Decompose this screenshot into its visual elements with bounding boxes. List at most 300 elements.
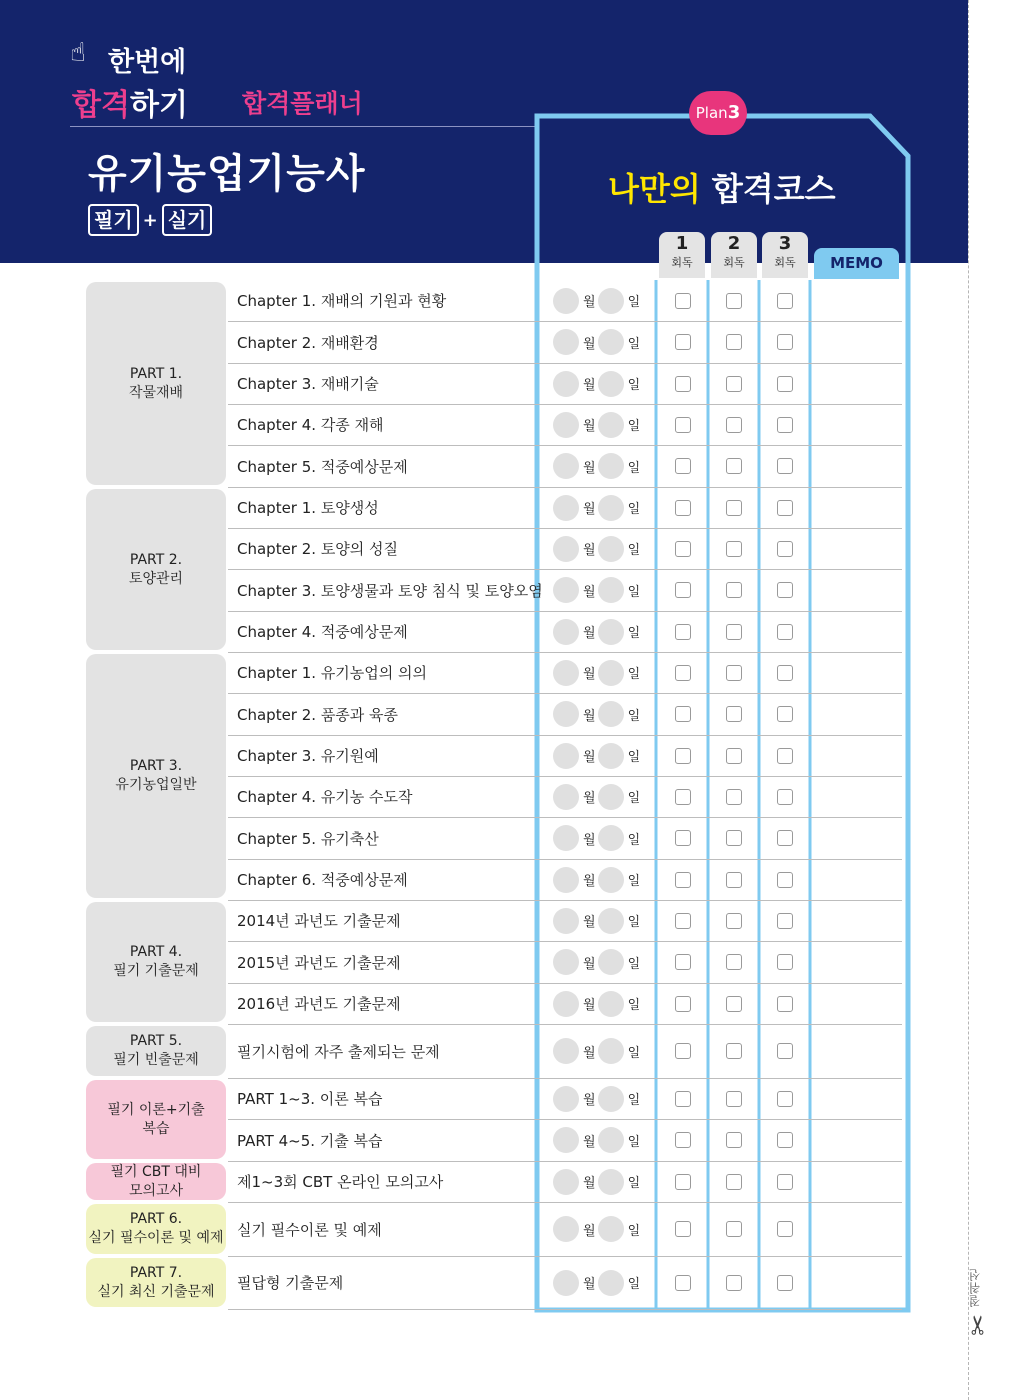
day-label: 일	[627, 584, 641, 600]
round3-checkbox[interactable]	[777, 789, 793, 805]
day-input[interactable]	[598, 784, 624, 810]
month-input[interactable]	[553, 660, 579, 686]
month-label: 월	[583, 378, 596, 394]
round2-label: 회독	[723, 256, 745, 269]
date-field[interactable]	[553, 860, 642, 900]
memo-cell[interactable]	[813, 570, 898, 611]
memo-cell[interactable]	[813, 653, 898, 693]
round1-checkbox[interactable]	[675, 706, 691, 722]
round3-checkbox[interactable]	[777, 1174, 793, 1190]
memo-cell[interactable]	[813, 322, 898, 363]
round2-checkbox[interactable]	[726, 417, 742, 433]
logo-line2-highlight: 합격	[72, 88, 130, 123]
round1-checkbox[interactable]	[675, 1174, 691, 1190]
month-label: 월	[583, 1093, 596, 1109]
month-input[interactable]	[553, 453, 579, 479]
date-field[interactable]	[553, 694, 642, 735]
day-input[interactable]	[598, 1038, 624, 1064]
part-label	[86, 1163, 226, 1200]
month-label: 월	[583, 419, 596, 435]
date-field[interactable]	[553, 446, 642, 487]
round3-checkbox[interactable]	[777, 830, 793, 846]
round2-checkbox[interactable]	[726, 624, 742, 640]
day-label: 일	[627, 956, 641, 972]
day-input[interactable]	[598, 1169, 624, 1195]
memo-cell[interactable]	[813, 281, 898, 321]
date-field[interactable]	[553, 1203, 642, 1256]
part-line1: PART 5.	[129, 1033, 183, 1049]
day-label: 일	[627, 1093, 641, 1109]
date-field[interactable]	[553, 1120, 642, 1161]
round3-checkbox[interactable]	[777, 1275, 793, 1291]
round1-checkbox[interactable]	[675, 293, 691, 309]
chapter-label: Chapter 1. 유기농업의 의의	[237, 664, 428, 683]
chapter-label: Chapter 1. 재배의 기원과 현황	[237, 292, 447, 311]
date-field[interactable]	[553, 942, 642, 983]
date-field[interactable]	[553, 612, 642, 652]
date-field[interactable]	[553, 405, 642, 445]
day-input[interactable]	[598, 371, 624, 397]
round2-checkbox[interactable]	[726, 458, 742, 474]
day-input[interactable]	[598, 412, 624, 438]
round2-checkbox[interactable]	[726, 789, 742, 805]
chapter-label: 제1~3회 CBT 온라인 모의고사	[237, 1173, 444, 1192]
chapter-label: Chapter 5. 유기축산	[237, 829, 379, 848]
chapter-label: Chapter 2. 품종과 육종	[237, 705, 399, 724]
plan-label: Plan	[695, 104, 728, 122]
round2-checkbox[interactable]	[726, 293, 742, 309]
memo-cell[interactable]	[813, 818, 898, 859]
round3-number: 3	[778, 233, 792, 254]
month-input[interactable]	[553, 1086, 579, 1112]
table-row	[228, 405, 902, 446]
month-label: 월	[583, 750, 596, 766]
table-row	[228, 1162, 902, 1203]
round3-header	[762, 232, 808, 278]
day-label: 일	[627, 543, 641, 559]
month-label: 월	[583, 915, 596, 931]
day-input[interactable]	[598, 701, 624, 727]
round2-checkbox[interactable]	[726, 872, 742, 888]
round2-checkbox[interactable]	[726, 706, 742, 722]
memo-cell[interactable]	[813, 488, 898, 528]
round3-checkbox[interactable]	[777, 1043, 793, 1059]
month-input[interactable]	[553, 867, 579, 893]
month-input[interactable]	[553, 288, 579, 314]
month-label: 월	[583, 791, 596, 807]
month-input[interactable]	[553, 1216, 579, 1242]
table-row	[228, 322, 902, 364]
memo-cell[interactable]	[813, 984, 898, 1024]
month-input[interactable]	[553, 577, 579, 603]
round1-checkbox[interactable]	[675, 1221, 691, 1237]
chapter-label: Chapter 2. 재배환경	[237, 333, 379, 352]
chapter-label: 2014년 과년도 기출문제	[237, 912, 401, 931]
round3-checkbox[interactable]	[777, 541, 793, 557]
round3-checkbox[interactable]	[777, 996, 793, 1012]
memo-cell[interactable]	[813, 942, 898, 983]
memo-cell[interactable]	[813, 364, 898, 404]
round1-checkbox[interactable]	[675, 748, 691, 764]
date-field[interactable]	[553, 570, 642, 611]
round3-checkbox[interactable]	[777, 1091, 793, 1107]
day-label: 일	[627, 874, 641, 890]
round2-checkbox[interactable]	[726, 541, 742, 557]
month-label: 월	[583, 956, 596, 972]
round3-checkbox[interactable]	[777, 913, 793, 929]
day-label: 일	[627, 832, 641, 848]
round2-checkbox[interactable]	[726, 500, 742, 516]
memo-cell[interactable]	[813, 529, 898, 569]
round1-checkbox[interactable]	[675, 1132, 691, 1148]
table-row	[228, 488, 902, 529]
course-highlight: 나만의	[608, 170, 701, 208]
table-row	[228, 1025, 902, 1079]
month-input[interactable]	[553, 371, 579, 397]
date-field[interactable]	[553, 364, 642, 404]
round3-label: 회독	[774, 256, 796, 269]
date-field[interactable]	[553, 777, 642, 817]
chapter-label: Chapter 4. 적중예상문제	[237, 623, 408, 642]
date-field[interactable]	[553, 1162, 642, 1202]
month-label: 월	[583, 1134, 596, 1150]
memo-cell[interactable]	[813, 1079, 898, 1119]
round1-checkbox[interactable]	[675, 541, 691, 557]
day-label: 일	[627, 419, 641, 435]
round2-checkbox[interactable]	[726, 913, 742, 929]
month-input[interactable]	[553, 619, 579, 645]
round3-checkbox[interactable]	[777, 665, 793, 681]
day-input[interactable]	[598, 619, 624, 645]
chapter-label: 2015년 과년도 기출문제	[237, 953, 401, 972]
month-input[interactable]	[553, 1270, 579, 1296]
round1-checkbox[interactable]	[675, 582, 691, 598]
round3-checkbox[interactable]	[777, 293, 793, 309]
day-label: 일	[627, 750, 641, 766]
month-input[interactable]	[553, 412, 579, 438]
table-row	[228, 570, 902, 612]
day-label: 일	[627, 998, 641, 1014]
memo-cell[interactable]	[813, 694, 898, 735]
part-label	[86, 1026, 226, 1076]
round2-checkbox[interactable]	[726, 954, 742, 970]
date-field[interactable]	[553, 984, 642, 1024]
tag-written: 필기	[88, 204, 139, 236]
part-line2: 모의고사	[128, 1182, 184, 1199]
round1-checkbox[interactable]	[675, 665, 691, 681]
month-input[interactable]	[553, 701, 579, 727]
day-label: 일	[627, 378, 641, 394]
day-input[interactable]	[598, 743, 624, 769]
round2-checkbox[interactable]	[726, 582, 742, 598]
chapter-label: Chapter 4. 각종 재해	[237, 416, 384, 435]
tag-plus: +	[142, 209, 158, 231]
round3-checkbox[interactable]	[777, 417, 793, 433]
table-row	[228, 694, 902, 736]
chapter-label: Chapter 3. 토양생물과 토양 침식 및 토양오염	[237, 581, 543, 600]
memo-cell[interactable]	[813, 1025, 898, 1078]
date-field[interactable]	[553, 529, 642, 569]
round3-checkbox[interactable]	[777, 872, 793, 888]
date-field[interactable]	[553, 818, 642, 859]
month-input[interactable]	[553, 536, 579, 562]
chapter-label: 필기시험에 자주 출제되는 문제	[237, 1042, 440, 1061]
day-input[interactable]	[598, 577, 624, 603]
chapter-label: Chapter 3. 재배기술	[237, 375, 379, 394]
table-row	[228, 1079, 902, 1120]
day-input[interactable]	[598, 949, 624, 975]
table-row	[228, 942, 902, 984]
day-input[interactable]	[598, 536, 624, 562]
table-row	[228, 612, 902, 653]
month-input[interactable]	[553, 784, 579, 810]
round2-checkbox[interactable]	[726, 1275, 742, 1291]
logo-line1: 한번에	[108, 47, 187, 78]
month-input[interactable]	[553, 1038, 579, 1064]
round3-checkbox[interactable]	[777, 458, 793, 474]
round1-checkbox[interactable]	[675, 334, 691, 350]
round1-checkbox[interactable]	[675, 996, 691, 1012]
round3-checkbox[interactable]	[777, 706, 793, 722]
table-row	[228, 860, 902, 901]
month-label: 월	[583, 1223, 596, 1239]
part-line1: PART 2.	[129, 551, 183, 568]
chapter-label: Chapter 1. 토양생성	[237, 499, 379, 518]
day-label: 일	[627, 791, 641, 807]
memo-cell[interactable]	[813, 446, 898, 487]
part-line2: 복습	[142, 1120, 170, 1137]
month-input[interactable]	[553, 825, 579, 851]
day-label: 일	[627, 1176, 641, 1192]
part-line1: PART 1.	[129, 365, 183, 382]
month-input[interactable]	[553, 991, 579, 1017]
table-row	[228, 818, 902, 860]
chapter-label: Chapter 4. 유기농 수도작	[237, 788, 413, 807]
day-label: 일	[627, 1134, 641, 1150]
date-field[interactable]	[553, 488, 642, 528]
part-line1: PART 7.	[129, 1264, 183, 1281]
cut-label: 절취선	[968, 1268, 982, 1307]
day-input[interactable]	[598, 908, 624, 934]
round3-checkbox[interactable]	[777, 1221, 793, 1237]
memo-cell[interactable]	[813, 1257, 898, 1309]
month-label: 월	[583, 1045, 596, 1061]
month-input[interactable]	[553, 1169, 579, 1195]
memo-cell[interactable]	[813, 405, 898, 445]
part-line2: 필기 기출문제	[113, 963, 199, 979]
round3-checkbox[interactable]	[777, 624, 793, 640]
part-line1: 필기 이론+기출	[107, 1101, 205, 1118]
day-input[interactable]	[598, 329, 624, 355]
day-input[interactable]	[598, 660, 624, 686]
memo-cell[interactable]	[813, 1162, 898, 1202]
month-input[interactable]	[553, 949, 579, 975]
table-row	[228, 364, 902, 405]
chapter-label: Chapter 6. 적중예상문제	[237, 871, 408, 890]
table-row	[228, 777, 902, 818]
memo-cell[interactable]	[813, 1120, 898, 1161]
day-label: 일	[627, 708, 641, 724]
day-input[interactable]	[598, 495, 624, 521]
table-row	[228, 529, 902, 570]
round1-header	[659, 232, 705, 278]
round2-checkbox[interactable]	[726, 748, 742, 764]
part-line2: 실기 최신 기출문제	[97, 1283, 215, 1300]
memo-cell[interactable]	[813, 901, 898, 941]
round3-checkbox[interactable]	[777, 376, 793, 392]
month-label: 월	[583, 1277, 596, 1293]
chapter-label: PART 4~5. 기출 복습	[237, 1131, 383, 1150]
round3-checkbox[interactable]	[777, 500, 793, 516]
date-field[interactable]	[553, 1025, 642, 1078]
month-label: 월	[583, 998, 596, 1014]
round2-checkbox[interactable]	[726, 1221, 742, 1237]
round1-checkbox[interactable]	[675, 376, 691, 392]
table-row	[228, 984, 902, 1025]
round2-number: 2	[727, 233, 741, 254]
planner-label: 합격플래너	[242, 89, 363, 118]
round1-checkbox[interactable]	[675, 1091, 691, 1107]
course-rest: 합격코스	[700, 170, 836, 208]
month-input[interactable]	[553, 1127, 579, 1153]
round1-checkbox[interactable]	[675, 789, 691, 805]
date-field[interactable]	[553, 322, 642, 363]
part-line1: 필기 CBT 대비	[110, 1163, 202, 1180]
round2-checkbox[interactable]	[726, 830, 742, 846]
part-line2: 유기농업일반	[115, 777, 197, 793]
month-input[interactable]	[553, 495, 579, 521]
memo-cell[interactable]	[813, 860, 898, 900]
date-field[interactable]	[553, 1257, 642, 1309]
date-field[interactable]	[553, 736, 642, 776]
day-label: 일	[627, 1045, 641, 1061]
day-label: 일	[627, 502, 641, 518]
day-input[interactable]	[598, 1086, 624, 1112]
day-input[interactable]	[598, 991, 624, 1017]
month-label: 월	[583, 832, 596, 848]
chapter-label: 필답형 기출문제	[237, 1274, 344, 1293]
chapter-label: Chapter 5. 적중예상문제	[237, 457, 408, 476]
part-line2: 토양관리	[128, 570, 184, 587]
memo-cell[interactable]	[813, 736, 898, 776]
day-input[interactable]	[598, 453, 624, 479]
chapter-label: Chapter 2. 토양의 성질	[237, 540, 399, 559]
table-row	[228, 653, 902, 694]
part-line1: PART 6.	[129, 1211, 183, 1227]
day-label: 일	[627, 295, 641, 311]
date-field[interactable]	[553, 653, 642, 693]
month-label: 월	[583, 336, 596, 352]
round2-checkbox[interactable]	[726, 665, 742, 681]
chapter-label: PART 1~3. 이론 복습	[237, 1090, 383, 1109]
round3-checkbox[interactable]	[777, 1132, 793, 1148]
day-label: 일	[627, 1223, 641, 1239]
part-line1: PART 3.	[129, 758, 183, 774]
memo-cell[interactable]	[813, 612, 898, 652]
memo-cell[interactable]	[813, 777, 898, 817]
round1-checkbox[interactable]	[675, 913, 691, 929]
day-input[interactable]	[598, 1270, 624, 1296]
table-row	[228, 281, 902, 322]
round3-checkbox[interactable]	[777, 748, 793, 764]
month-label: 월	[583, 584, 596, 600]
month-input[interactable]	[553, 329, 579, 355]
day-input[interactable]	[598, 1216, 624, 1242]
round3-checkbox[interactable]	[777, 582, 793, 598]
round2-checkbox[interactable]	[726, 376, 742, 392]
round2-checkbox[interactable]	[726, 1174, 742, 1190]
round2-header	[711, 232, 757, 278]
month-input[interactable]	[553, 908, 579, 934]
month-label: 월	[583, 874, 596, 890]
date-field[interactable]	[553, 281, 642, 321]
round3-checkbox[interactable]	[777, 954, 793, 970]
month-label: 월	[583, 708, 596, 724]
round2-checkbox[interactable]	[726, 996, 742, 1012]
round1-checkbox[interactable]	[675, 830, 691, 846]
part-label	[86, 1258, 226, 1307]
table-row	[228, 1120, 902, 1162]
part-label	[86, 489, 226, 650]
round1-checkbox[interactable]	[675, 1043, 691, 1059]
date-field[interactable]	[553, 901, 642, 941]
round1-checkbox[interactable]	[675, 500, 691, 516]
round1-checkbox[interactable]	[675, 417, 691, 433]
round1-checkbox[interactable]	[675, 872, 691, 888]
day-input[interactable]	[598, 867, 624, 893]
plan-number: 3	[727, 102, 741, 123]
plan-badge	[689, 91, 747, 135]
part-label	[86, 902, 226, 1022]
course-title	[608, 164, 836, 210]
memo-cell[interactable]	[813, 1203, 898, 1256]
round2-checkbox[interactable]	[726, 334, 742, 350]
table-row	[228, 901, 902, 942]
round1-checkbox[interactable]	[675, 954, 691, 970]
table-row	[228, 1203, 902, 1257]
part-label	[86, 1080, 226, 1159]
round1-checkbox[interactable]	[675, 1275, 691, 1291]
part-line2: 작물재배	[128, 384, 184, 401]
day-label: 일	[627, 915, 641, 931]
part-line2: 실기 필수이론 및 예제	[88, 1230, 224, 1246]
day-input[interactable]	[598, 288, 624, 314]
round2-checkbox[interactable]	[726, 1132, 742, 1148]
day-input[interactable]	[598, 825, 624, 851]
chapter-label: 2016년 과년도 기출문제	[237, 995, 401, 1014]
month-input[interactable]	[553, 743, 579, 769]
scissors-icon: ✂	[963, 1314, 994, 1336]
round2-checkbox[interactable]	[726, 1091, 742, 1107]
logo-line2-rest: 하기	[129, 88, 188, 123]
part-label	[86, 1204, 226, 1254]
table-row	[228, 446, 902, 488]
day-input[interactable]	[598, 1127, 624, 1153]
round2-checkbox[interactable]	[726, 1043, 742, 1059]
part-line2: 필기 빈출문제	[113, 1052, 199, 1068]
part-label	[86, 654, 226, 898]
hand-pointer-icon: ☝	[70, 38, 86, 68]
month-label: 월	[583, 543, 596, 559]
month-label: 월	[583, 1176, 596, 1192]
round1-checkbox[interactable]	[675, 458, 691, 474]
table-row	[228, 1257, 902, 1310]
day-label: 일	[627, 460, 641, 476]
round1-checkbox[interactable]	[675, 624, 691, 640]
round3-checkbox[interactable]	[777, 334, 793, 350]
day-label: 일	[627, 1277, 641, 1293]
date-field[interactable]	[553, 1079, 642, 1119]
